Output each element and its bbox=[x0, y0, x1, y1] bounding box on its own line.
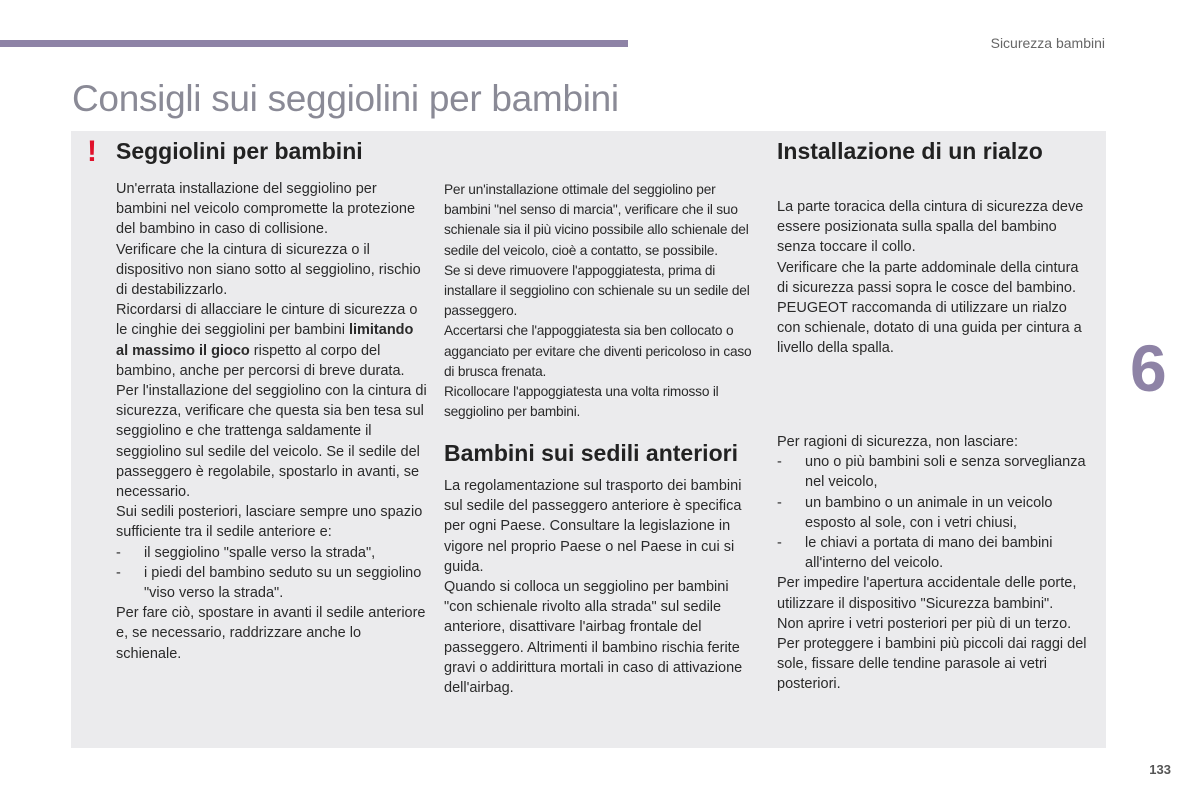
bold-emphasis: limitando al massimo il gioco bbox=[116, 322, 414, 359]
column-rialzo bbox=[777, 197, 1093, 359]
column-installazione-ottimale bbox=[444, 180, 764, 422]
paragraph: Per fare ciò, spostare in avanti il sedile anteriore e, se necessario, raddrizzare anche lo schienale. bbox=[116, 605, 426, 662]
paragraph: Per l'installazione del seggiolino con la cintura di sicurezza, verificare che questa sia ben tesa sul seggiolino e che trattenga saldamente il seggiolino sul sedile del veicolo. Se il sedile del passeggero è regolabile, spostarlo in avanti, se necessario. bbox=[116, 383, 427, 501]
paragraph: La parte toracica della cintura di sicurezza deve essere posizionata sulla spalla del bambino senza toccare il collo. bbox=[777, 199, 1084, 256]
paragraph: Quando si colloca un seggiolino per bambini "con schienale rivolto alla strada" sul sedile anteriore, disattivare l'airbag frontale del passeggero. Altrimenti il bambino rischia ferite gravi o addirittura mortali in caso di attivazione dell'airbag. bbox=[444, 579, 743, 697]
paragraph: La regolamentazione sul trasporto dei bambini sul sedile del passeggero anteriore è specifica per ogni Paese. Consultare la legislazione in vigore nel proprio Paese o nel Paese in cui si guida. bbox=[444, 478, 742, 575]
page-title: Consigli sui seggiolini per bambini bbox=[72, 78, 619, 119]
warning-exclamation-icon: ! bbox=[87, 135, 97, 168]
paragraph: Per proteggere i bambini più piccoli dai raggi del sole, fissare delle tendine parasole ai vetri posteriori. bbox=[777, 636, 1087, 693]
paragraph: Per ragioni di sicurezza, non lasciare: bbox=[777, 434, 1018, 450]
heading-anteriori: Bambini sui sedili anteriori bbox=[444, 440, 738, 466]
paragraph: Per un'installazione ottimale del seggiolino per bambini "nel senso di marcia", verificare che il suo schienale sia il più vicino possibile allo schienale del sedile del veicolo, cioè a contatto, se possibile. bbox=[444, 182, 749, 258]
paragraph: PEUGEOT raccomanda di utilizzare un rialzo con schienale, dotato di una guida per cintura a livello della spalla. bbox=[777, 300, 1082, 357]
section-title: Sicurezza bambini bbox=[990, 35, 1105, 51]
column-sicurezza bbox=[777, 432, 1095, 695]
paragraph: Se si deve rimuovere l'appoggiatesta, prima di installare il seggiolino con schienale su un sedile del passeggero. bbox=[444, 262, 750, 319]
paragraph: Sui sedili posteriori, lasciare sempre uno spazio sufficiente tra il sedile anteriore e: bbox=[116, 504, 423, 541]
list-item: - un bambino o un animale in un veicolo esposto al sole, con i vetri chiusi, bbox=[777, 494, 1053, 531]
paragraph: Verificare che la parte addominale della cintura di sicurezza passi sopra le cosce del bambino. bbox=[777, 259, 1079, 296]
list-item: - uno o più bambini soli e senza sorveglianza nel veicolo, bbox=[777, 454, 1086, 491]
paragraph: Ricollocare l'appoggiatesta una volta rimosso il seggiolino per bambini. bbox=[444, 384, 719, 420]
chapter-number: 6 bbox=[1130, 331, 1167, 405]
paragraph: Per impedire l'apertura accidentale delle porte, utilizzare il dispositivo "Sicurezza bambini". bbox=[777, 575, 1077, 612]
paragraph: Accertarsi che l'appoggiatesta sia ben collocato o agganciato per evitare che diventi pericoloso in caso di brusca frenata. bbox=[444, 323, 752, 379]
column-seggiolini bbox=[116, 179, 428, 664]
list-item: - il seggiolino "spalle verso la strada", bbox=[116, 544, 376, 561]
list-item: - i piedi del bambino seduto su un seggiolino "viso verso la strada". bbox=[116, 564, 422, 602]
heading-seggiolini: Seggiolini per bambini bbox=[116, 138, 363, 164]
list-item: - le chiavi a portata di mano dei bambini all'interno del veicolo. bbox=[777, 535, 1053, 572]
column-anteriori bbox=[444, 476, 760, 698]
heading-rialzo: Installazione di un rialzo bbox=[777, 138, 1043, 164]
page-number: 133 bbox=[1149, 762, 1171, 777]
paragraph: Verificare che la cintura di sicurezza o il dispositivo non siano sotto al seggiolino, rischio di destabilizzarlo. bbox=[116, 241, 421, 299]
paragraph: Ricordarsi di allacciare le cinture di sicurezza o le cinghie dei seggiolini per bambini limitando al massimo il gioco rispetto al corpo del bambino, anche per percorsi di breve durata. bbox=[116, 302, 418, 379]
top-color-bar bbox=[0, 40, 628, 47]
paragraph: Non aprire i vetri posteriori per più di un terzo. bbox=[777, 615, 1072, 632]
paragraph: Un'errata installazione del seggiolino per bambini nel veicolo compromette la protezione del bambino in caso di collisione. bbox=[116, 181, 416, 238]
